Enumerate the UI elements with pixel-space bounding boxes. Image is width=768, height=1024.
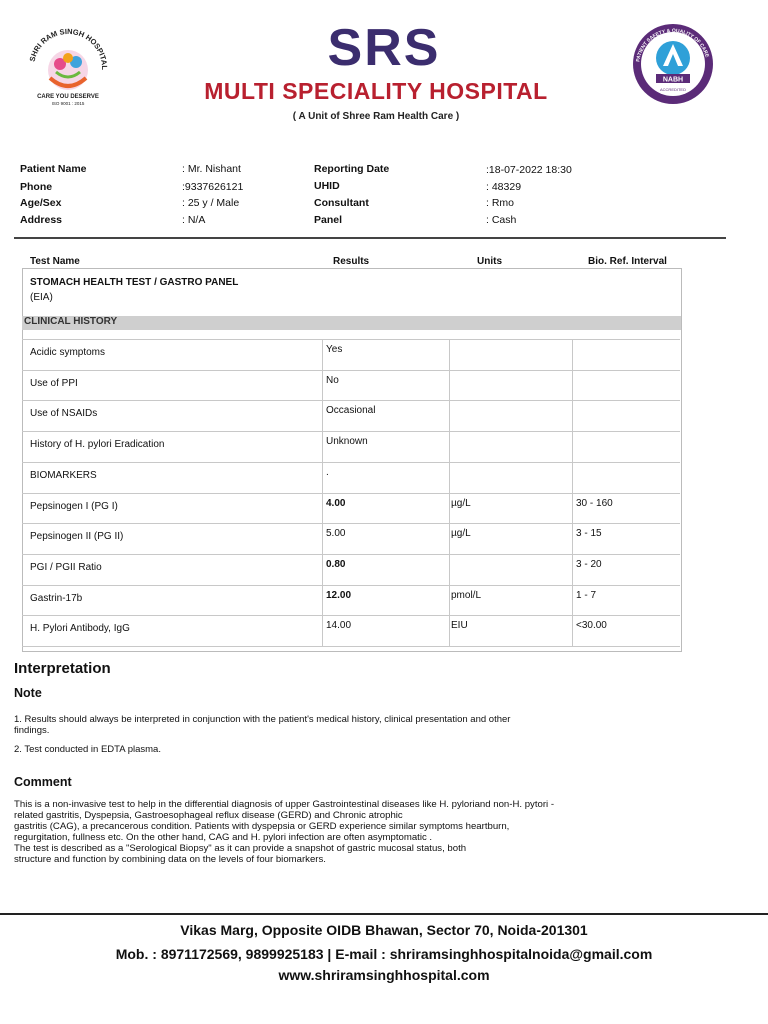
col-header-test-name: Test Name bbox=[30, 256, 80, 267]
bio-ref-cell: 3 - 20 bbox=[576, 559, 602, 570]
table-gridline bbox=[22, 554, 680, 555]
comment-line: related gastritis, Dyspepsia, Gastroesophageal reflux disease (GERD) and Chronic atrophic bbox=[14, 810, 403, 821]
reporting-date-label: Reporting Date bbox=[314, 163, 390, 175]
note-item: 1. Results should always be interpreted in conjunction with the patient's medical history, clinical presentation and other findings. bbox=[14, 714, 511, 736]
table-gridline bbox=[449, 339, 450, 646]
uhid-label: UHID bbox=[314, 180, 340, 192]
age-sex-label: Age/Sex bbox=[20, 197, 62, 209]
table-gridline bbox=[22, 400, 680, 401]
patient-name-value: : Mr. Nishant bbox=[182, 163, 241, 175]
clinical-history-heading: CLINICAL HISTORY bbox=[24, 316, 118, 327]
reporting-date-value: :18-07-2022 18:30 bbox=[486, 164, 572, 176]
logo-ring-text: SHRI RAM SINGH HOSPITAL bbox=[27, 26, 110, 70]
badge-ring-text: PATIENT SAFETY & QUALITY OF CARE bbox=[635, 27, 710, 63]
comment-line: structure and function by combining data on the levels of four biomarkers. bbox=[14, 854, 326, 865]
table-gridline bbox=[22, 493, 680, 494]
clinical-history-bar bbox=[22, 316, 681, 330]
table-gridline bbox=[22, 370, 680, 371]
note-item: 2. Test conducted in EDTA plasma. bbox=[14, 744, 161, 755]
bio-ref-cell: 30 - 160 bbox=[576, 498, 613, 509]
note-heading: Note bbox=[14, 686, 42, 700]
panel-value: : Cash bbox=[486, 214, 517, 226]
result-cell: 12.00 bbox=[326, 590, 352, 601]
test-name-cell: Gastrin-17b bbox=[30, 593, 83, 604]
table-gridline bbox=[22, 523, 680, 524]
unit-cell: pmol/L bbox=[451, 590, 482, 601]
age-sex-value: : 25 y / Male bbox=[182, 197, 240, 209]
result-cell: 0.80 bbox=[326, 559, 346, 570]
consultant-label: Consultant bbox=[314, 197, 369, 209]
footer-contact: Mob. : 8971172569, 9899925183 | E-mail : shriramsinghhospitalnoida@gmail.com bbox=[115, 946, 653, 962]
badge-nabh-text: NABH bbox=[662, 76, 684, 84]
test-name-cell: History of H. pylori Eradication bbox=[30, 439, 165, 450]
bio-ref-cell: <30.00 bbox=[576, 620, 607, 631]
result-cell: 4.00 bbox=[326, 498, 346, 509]
table-gridline bbox=[22, 585, 680, 586]
table-gridline bbox=[322, 339, 323, 646]
hospital-name: MULTI SPECIALITY HOSPITAL bbox=[204, 78, 548, 104]
nabh-badge bbox=[625, 22, 721, 106]
interpretation-heading: Interpretation bbox=[14, 660, 111, 677]
table-gridline bbox=[22, 462, 680, 463]
result-cell: Occasional bbox=[326, 405, 376, 416]
table-gridline bbox=[22, 339, 680, 340]
result-cell: Unknown bbox=[326, 436, 368, 447]
address-value: : N/A bbox=[182, 214, 206, 226]
panel-method: (EIA) bbox=[30, 292, 53, 303]
comment-heading: Comment bbox=[14, 775, 72, 789]
consultant-value: : Rmo bbox=[486, 197, 515, 209]
comment-line: The test is described as a "Serological Biopsy" as it can provide a snapshot of gastric mucosal status, both bbox=[14, 843, 467, 854]
result-cell: . bbox=[326, 467, 329, 478]
header-divider bbox=[14, 237, 726, 239]
test-name-cell: Pepsinogen I (PG I) bbox=[30, 501, 118, 512]
result-cell: 5.00 bbox=[326, 528, 346, 539]
table-gridline bbox=[22, 431, 680, 432]
phone-value: :9337626121 bbox=[182, 181, 244, 193]
phone-label: Phone bbox=[20, 181, 53, 193]
result-cell: 14.00 bbox=[326, 620, 352, 631]
panel-label: Panel bbox=[314, 214, 343, 226]
table-gridline bbox=[22, 615, 680, 616]
footer-website[interactable]: www.shriramsinghhospital.com bbox=[278, 967, 490, 983]
result-cell: Yes bbox=[326, 344, 343, 355]
address-label: Address bbox=[20, 214, 63, 226]
footer-address: Vikas Marg, Opposite OIDB Bhawan, Sector 70, Noida-201301 bbox=[180, 922, 588, 938]
unit-cell: µg/L bbox=[451, 528, 471, 539]
comment-text bbox=[14, 799, 664, 865]
bio-ref-cell: 3 - 15 bbox=[576, 528, 602, 539]
footer-divider bbox=[0, 913, 768, 915]
unit-cell: EIU bbox=[451, 620, 468, 631]
table-gridline bbox=[572, 339, 573, 646]
hospital-short-title: SRS bbox=[327, 19, 441, 77]
patient-name-label: Patient Name bbox=[20, 163, 87, 175]
test-name-cell: BIOMARKERS bbox=[30, 470, 97, 481]
unit-cell: µg/L bbox=[451, 498, 471, 509]
test-name-cell: Use of NSAIDs bbox=[30, 408, 98, 419]
col-header-results: Results bbox=[333, 256, 370, 267]
table-gridline bbox=[22, 646, 680, 647]
comment-line: regurgitation, fullness etc. On the other hand, CAG and H. pylori infection are often asymptomatic . bbox=[14, 832, 433, 843]
uhid-value: : 48329 bbox=[486, 181, 522, 193]
col-header-units: Units bbox=[477, 256, 502, 267]
logo-tagline: CARE YOU DESERVE bbox=[37, 94, 99, 100]
test-name-cell: Use of PPI bbox=[30, 378, 78, 389]
unit-line: ( A Unit of Shree Ram Health Care ) bbox=[292, 111, 460, 122]
comment-line: This is a non-invasive test to help in the differential diagnosis of upper Gastrointestinal diseases like H. pyloriand non-H. pytori - bbox=[14, 799, 555, 810]
test-name-cell: Pepsinogen II (PG II) bbox=[30, 531, 124, 542]
panel-title: STOMACH HEALTH TEST / GASTRO PANEL bbox=[30, 277, 239, 288]
badge-accredited-text: ACCREDITED bbox=[659, 87, 687, 92]
col-header-bio-ref: Bio. Ref. Interval bbox=[588, 256, 667, 267]
test-name-cell: PGI / PGII Ratio bbox=[30, 562, 102, 573]
test-name-cell: H. Pylori Antibody, IgG bbox=[30, 623, 130, 634]
bio-ref-cell: 1 - 7 bbox=[576, 590, 597, 601]
comment-line: gastritis (CAG), a precancerous condition. Patients with dyspepsia or GERD experience similar symptoms heartburn, bbox=[14, 821, 510, 832]
logo-iso: ISO 9001 : 2015 bbox=[51, 101, 85, 106]
result-cell: No bbox=[326, 375, 339, 386]
test-name-cell: Acidic symptoms bbox=[30, 347, 106, 358]
